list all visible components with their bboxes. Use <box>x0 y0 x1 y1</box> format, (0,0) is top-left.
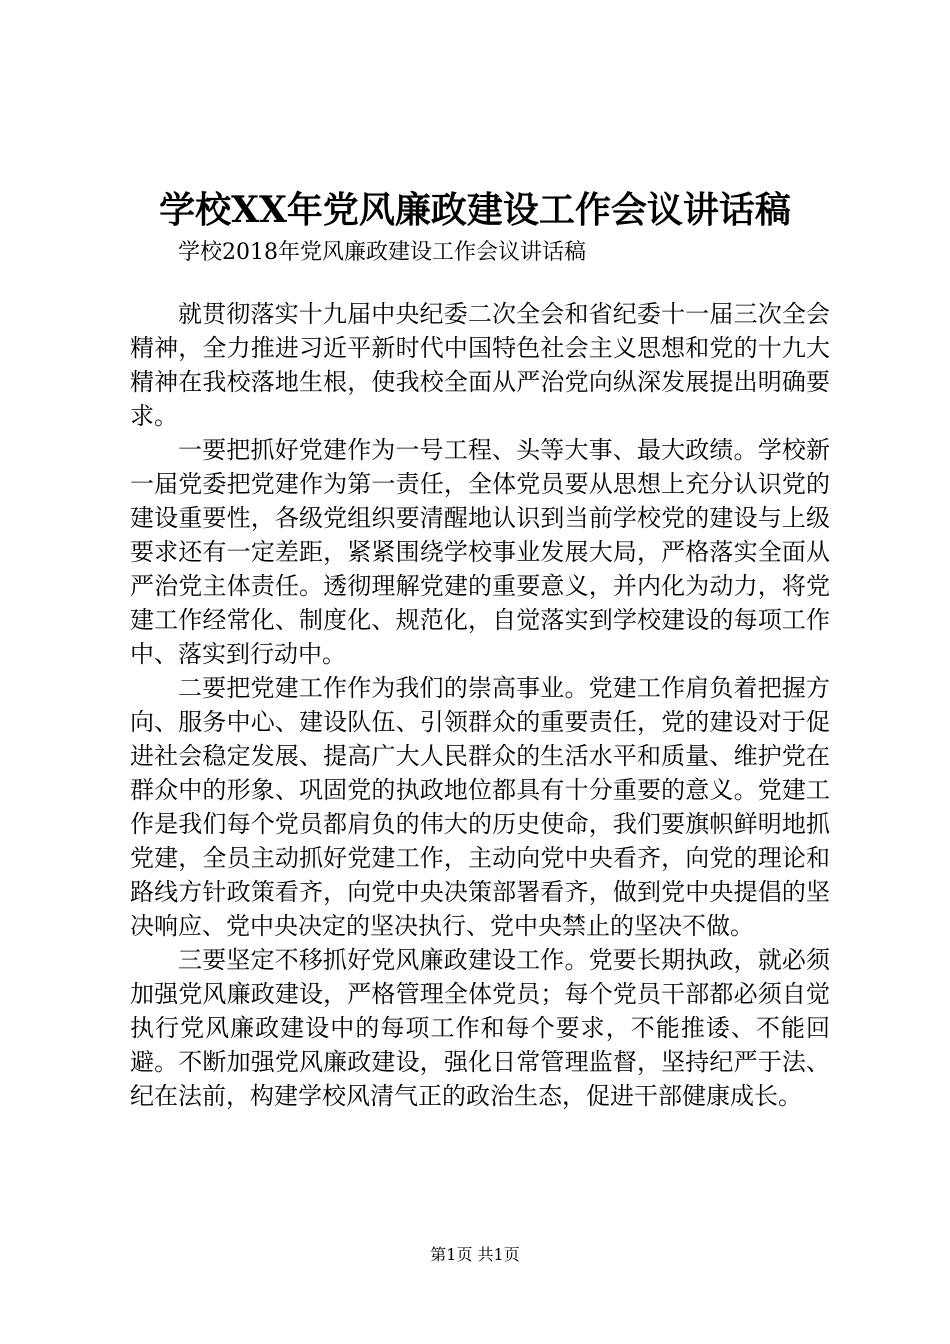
page-footer: 第1页 共1页 <box>430 1245 520 1264</box>
document-title: 学校XX年党风廉政建设工作会议讲话稿 <box>159 189 791 231</box>
paragraph-one: 一要把抓好党建作为一号工程、头等大事、最大政绩。学校新一届党委把党建作为第一责任，全体党员要从思想上充分认识党的建设重要性，各级党组织要清醒地认识到当前学校党的建设与上级要求还有一定差距，紧紧围绕学校事业发展大局，严格落实全面从严治党主体责任。透彻理解党建的重要意义，并内化为动力，将党建工作经常化、制度化、规范化，自觉落实到学校建设的每项工作中、落实到行动中。 <box>130 436 830 668</box>
document-subtitle: 学校2018年党风廉政建设工作会议讲话稿 <box>178 240 586 265</box>
paragraph-three: 三要坚定不移抓好党风廉政建设工作。党要长期执政，就必须加强党风廉政建设，严格管理全体党员；每个党员干部都必须自觉执行党风廉政建设中的每项工作和每个要求，不能推诿、不能回避。不断加强党风廉政建设，强化日常管理监督，坚持纪严于法、纪在法前，构建学校风清气正的政治生态，促进干部健康成长。 <box>130 946 830 1110</box>
paragraph-intro: 就贯彻落实十九届中央纪委二次全会和省纪委十一届三次全会精神，全力推进习近平新时代中国特色社会主义思想和党的十九大精神在我校落地生根，使我校全面从严治党向纵深发展提出明确要求。 <box>130 300 830 430</box>
paragraph-two: 二要把党建工作作为我们的崇高事业。党建工作肩负着把握方向、服务中心、建设队伍、引领群众的重要责任，党的建设对于促进社会稳定发展、提高广大人民群众的生活水平和质量、维护党在群众中的形象、巩固党的执政地位都具有十分重要的意义。党建工作是我们每个党员都肩负的伟大的历史使命，我们要旗帜鲜明地抓党建，全员主动抓好党建工作，主动向党中央看齐，向党的理论和路线方针政策看齐，向党中央决策部署看齐，做到党中央提倡的坚决响应、党中央决定的坚决执行、党中央禁止的坚决不做。 <box>130 674 830 940</box>
document-body <box>130 297 830 1113</box>
